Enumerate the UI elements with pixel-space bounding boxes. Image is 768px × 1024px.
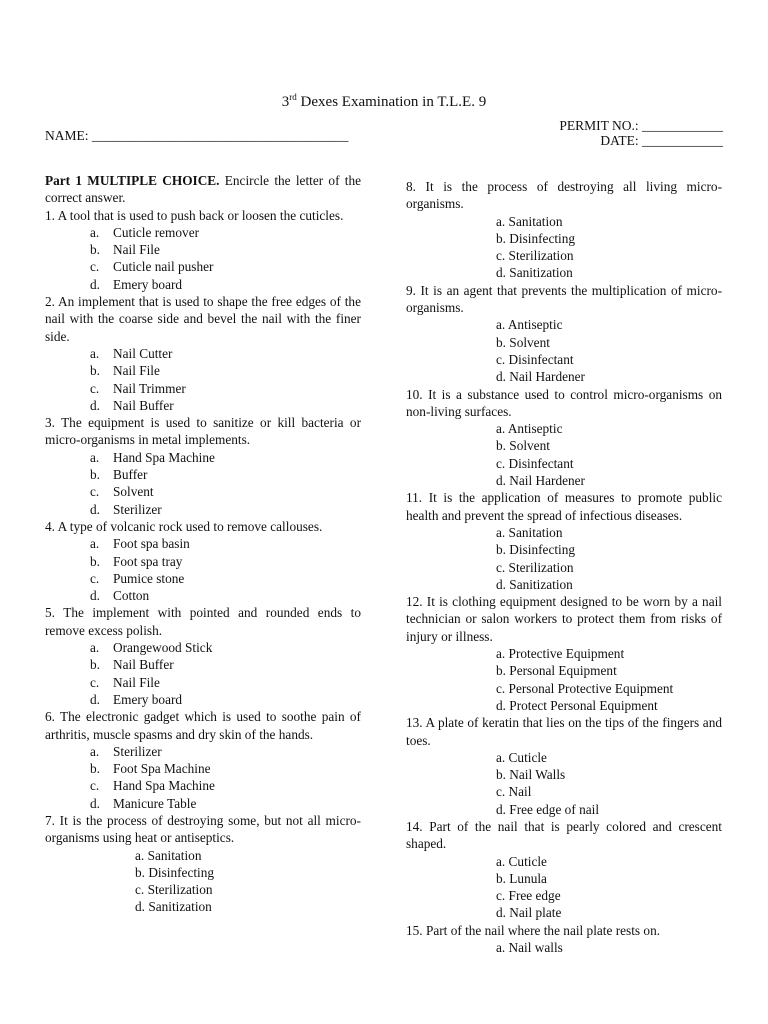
question-block (406, 178, 722, 282)
option-letter: c. (90, 570, 100, 586)
question-block (406, 386, 722, 490)
question-block (406, 922, 722, 957)
option-text: Emery board (113, 691, 183, 707)
option-text: Hand Spa Machine (113, 778, 215, 794)
answer-option[interactable] (45, 535, 361, 552)
answer-option[interactable] (45, 501, 361, 518)
option-letter: c. (90, 778, 100, 794)
right-column (406, 178, 722, 956)
option-text: Nail Cutter (113, 345, 173, 361)
right-question-list (406, 178, 722, 956)
question-block (45, 708, 361, 812)
answer-option[interactable]: b. Nail Walls (496, 767, 566, 783)
option-letter: b. (90, 553, 100, 569)
option-text: Emery board (113, 276, 183, 292)
answer-option[interactable] (45, 224, 361, 241)
answer-option[interactable]: d. Nail Hardener (496, 473, 585, 489)
option-letter: b. (90, 467, 100, 483)
answer-options (45, 345, 361, 414)
option-letter: b. (90, 761, 100, 777)
question-block (406, 593, 722, 714)
answer-option[interactable]: a. Sanitation (496, 524, 563, 540)
question-block (406, 489, 722, 593)
answer-option[interactable] (45, 795, 361, 812)
question-text: 13. A plate of keratin that lies on the tips of the fingers and toes. (406, 715, 722, 748)
option-letter: d. (90, 501, 100, 517)
option-text: Nail File (113, 674, 160, 690)
option-text: Foot spa tray (113, 553, 183, 569)
answer-options (406, 939, 722, 956)
option-letter: b. (90, 242, 100, 258)
left-column (45, 172, 361, 916)
answer-options (406, 213, 722, 282)
answer-option[interactable]: b. Lunula (496, 870, 547, 886)
question-block (45, 518, 361, 604)
question-text: 7. It is the process of destroying some, but not all micro-organisms using heat or antiseptics. (45, 812, 361, 846)
date-field-line: DATE: ____________ (600, 133, 723, 148)
answer-option[interactable]: d. Nail plate (496, 905, 562, 921)
option-letter: d. (90, 397, 100, 413)
option-letter: a. (90, 345, 100, 361)
answer-option[interactable]: a. Antiseptic (496, 421, 563, 437)
option-text: Sterilizer (113, 743, 162, 759)
answer-option[interactable]: c. Free edge (496, 888, 561, 904)
answer-option[interactable]: c. Sterilization (496, 559, 574, 575)
answer-option[interactable]: b. Disinfecting (496, 230, 576, 246)
answer-option[interactable] (135, 864, 361, 881)
question-text: 1. A tool that is used to push back or loosen the cuticles. (45, 207, 344, 223)
answer-option[interactable]: a. Nail walls (496, 940, 563, 956)
answer-option[interactable] (45, 345, 361, 362)
answer-options (406, 749, 722, 818)
option-text: Sterilizer (113, 501, 162, 517)
answer-option[interactable] (45, 656, 361, 673)
answer-option[interactable]: d. Nail Hardener (496, 369, 585, 385)
option-letter: a. (135, 847, 145, 863)
exam-title: 3rd Dexes Examination in T.L.E. 9 (281, 92, 487, 110)
question-block (45, 293, 361, 414)
question-block (406, 818, 722, 922)
question-block (45, 414, 361, 518)
question-text: 12. It is clothing equipment designed to be worn by a nail technician or salon workers to protect them from risks of injury or illness. (406, 594, 722, 644)
answer-option[interactable]: b. Disinfecting (496, 542, 576, 558)
question-block (406, 714, 722, 818)
option-text: Buffer (113, 467, 148, 483)
answer-option[interactable] (45, 553, 361, 570)
option-letter: c. (90, 674, 100, 690)
option-text: Cotton (113, 588, 150, 604)
option-letter: a. (90, 640, 100, 656)
option-text: Nail Trimmer (113, 380, 186, 396)
question-block (45, 812, 361, 916)
option-letter: c. (90, 259, 100, 275)
option-text: Nail Buffer (113, 397, 174, 413)
question-text: 8. It is the process of destroying all living micro-organisms. (406, 179, 722, 212)
option-letter: d. (90, 795, 100, 811)
answer-option[interactable]: a. Cuticle (496, 749, 547, 765)
option-letter: b. (135, 864, 145, 880)
answer-option[interactable] (45, 449, 361, 466)
answer-option[interactable] (45, 466, 361, 483)
answer-option[interactable]: d. Free edge of nail (496, 801, 600, 817)
question-block (45, 207, 361, 293)
answer-option[interactable] (45, 258, 361, 275)
answer-option[interactable] (45, 570, 361, 587)
option-text: Sanitation (147, 847, 202, 863)
answer-option[interactable] (45, 743, 361, 760)
question-text: 10. It is a substance used to control micro-organisms on non-living surfaces. (406, 386, 722, 419)
answer-options (406, 420, 722, 489)
answer-options (406, 645, 722, 714)
answer-options (45, 847, 361, 916)
answer-options (406, 853, 722, 922)
option-letter: d. (135, 899, 145, 915)
answer-option[interactable]: a. Protective Equipment (496, 646, 625, 662)
name-field-line: NAME: ______________________________________ (45, 128, 349, 143)
answer-option[interactable] (45, 639, 361, 656)
option-letter: d. (90, 588, 100, 604)
answer-option[interactable]: b. Solvent (496, 334, 550, 350)
option-text: Nail File (113, 242, 160, 258)
option-letter: c. (90, 484, 100, 500)
question-text: 5. The implement with pointed and rounded ends to remove excess polish. (45, 605, 361, 638)
answer-option[interactable] (45, 760, 361, 777)
answer-options (406, 524, 722, 593)
option-text: Nail File (113, 363, 160, 379)
answer-options (406, 316, 722, 385)
option-text: Foot Spa Machine (113, 761, 211, 777)
option-letter: a. (90, 743, 100, 759)
left-question-list (45, 207, 361, 916)
answer-option[interactable]: a. Sanitation (496, 213, 563, 229)
answer-option[interactable] (45, 777, 361, 794)
answer-option[interactable] (45, 691, 361, 708)
question-text: 6. The electronic gadget which is used to soothe pain of arthritis, muscle spasms and dry skin of the hands. (45, 709, 361, 742)
option-text: Foot spa basin (113, 536, 190, 552)
answer-option[interactable] (45, 587, 361, 604)
option-letter: d. (90, 691, 100, 707)
answer-option[interactable] (45, 674, 361, 691)
part-instructions: Part 1 MULTIPLE CHOICE. Encircle the letter of the correct answer. (45, 173, 362, 206)
answer-options (45, 535, 361, 604)
answer-option[interactable] (135, 847, 361, 864)
answer-option[interactable]: d. Sanitization (496, 576, 573, 592)
answer-option[interactable] (45, 276, 361, 293)
answer-option[interactable] (135, 881, 361, 898)
answer-options (45, 224, 361, 293)
option-letter: a. (90, 536, 100, 552)
answer-option[interactable] (45, 362, 361, 379)
answer-option[interactable]: c. Disinfectant (496, 455, 574, 471)
answer-option[interactable] (45, 241, 361, 258)
option-letter: c. (135, 882, 145, 898)
answer-option[interactable]: b. Personal Equipment (496, 663, 617, 679)
permit-number-field-line: PERMIT NO.: ____________ (559, 118, 723, 133)
option-text: Cuticle remover (113, 224, 200, 240)
question-text: 11. It is the application of measures to promote public health and prevent the spread of infectious diseases. (406, 490, 722, 523)
question-text: 14. Part of the nail that is pearly colored and crescent shaped. (406, 818, 722, 852)
answer-option[interactable] (45, 483, 361, 500)
question-text: 15. Part of the nail where the nail plate rests on. (406, 922, 661, 938)
question-block (45, 604, 361, 708)
answer-option[interactable]: c. Sterilization (496, 248, 574, 264)
question-text: 4. A type of volcanic rock used to remove callouses. (45, 518, 323, 534)
option-text: Solvent (113, 484, 154, 500)
option-letter: c. (90, 380, 100, 396)
answer-option[interactable]: d. Sanitization (496, 265, 573, 281)
option-letter: a. (90, 449, 100, 465)
option-text: Pumice stone (113, 570, 185, 586)
answer-option[interactable]: d. Protect Personal Equipment (496, 697, 658, 713)
question-text: 9. It is an agent that prevents the multiplication of micro-organisms. (406, 282, 722, 316)
answer-option[interactable]: a. Antiseptic (496, 317, 563, 333)
option-text: Sterilization (147, 882, 213, 898)
option-letter: b. (90, 657, 100, 673)
option-text: Hand Spa Machine (113, 449, 215, 465)
question-block (406, 282, 722, 386)
option-text: Orangewood Stick (113, 640, 213, 656)
answer-option[interactable]: b. Solvent (496, 438, 550, 454)
answer-options (45, 743, 361, 812)
option-letter: d. (90, 276, 100, 292)
option-text: Disinfecting (148, 864, 215, 880)
answer-option[interactable]: c. Nail (496, 784, 532, 800)
question-text: 2. An implement that is used to shape the free edges of the nail with the coarse side and bevel the nail with the finer side. (45, 294, 361, 344)
option-text: Manicure Table (113, 795, 197, 811)
option-letter: b. (90, 363, 100, 379)
option-text: Sanitization (148, 899, 212, 915)
answer-option[interactable]: c. Disinfectant (496, 351, 574, 367)
option-text: Cuticle nail pusher (113, 259, 214, 275)
answer-options (45, 639, 361, 708)
option-text: Nail Buffer (113, 657, 174, 673)
answer-options (45, 449, 361, 518)
answer-option[interactable]: a. Cuticle (496, 853, 547, 869)
question-text: 3. The equipment is used to sanitize or kill bacteria or micro-organisms in metal implements. (45, 415, 361, 448)
answer-option[interactable] (45, 380, 361, 397)
answer-option[interactable] (45, 397, 361, 414)
option-letter: a. (90, 224, 100, 240)
answer-option[interactable] (135, 898, 361, 915)
answer-option[interactable]: c. Personal Protective Equipment (496, 680, 674, 696)
